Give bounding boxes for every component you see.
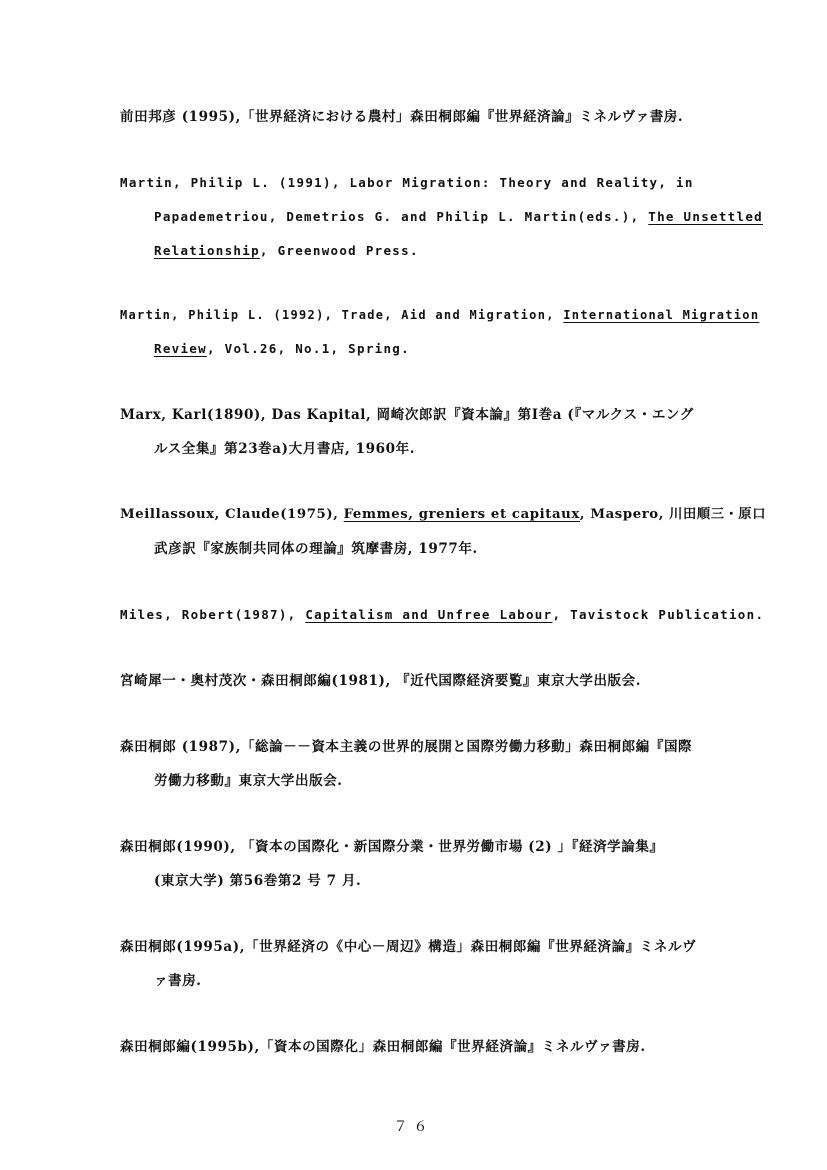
reference-line: Marx, Karl(1890), Das Kapital, 岡崎次郎訳『資本論』第Ⅰ巻a (『マルクス・エング <box>120 407 694 423</box>
reference-line: 森田桐郎 (1987),「総論－－資本主義の世界的展開と国際労働力移動」森田桐郎編『国際 <box>120 739 693 755</box>
reference-line: Review, Vol.26, No.1, Spring. <box>154 341 410 356</box>
reference-martin-1992 <box>120 298 770 366</box>
reference-miyazaki-1981 <box>120 664 770 698</box>
reference-line: (東京大学) 第56巻第2 号 7 月. <box>154 873 362 889</box>
reference-marx-1890 <box>120 398 770 466</box>
book-title: Capitalism and Unfree Labour <box>305 607 553 622</box>
book-title: Relationship <box>154 243 260 258</box>
reference-martin-1991 <box>120 166 770 268</box>
reference-line: 森田桐郎編(1995b),「資本の国際化」森田桐郎編『世界経済論』ミネルヴァ書房. <box>120 1039 646 1055</box>
reference-line: Meillassoux, Claude(1975), Femmes, greniers et capitaux, Maspero, 川田順三・原口 <box>120 507 767 522</box>
reference-line: ルス全集』第23巻a)大月書店, 1960年. <box>154 441 415 457</box>
reference-line: 前田邦彦 (1995),「世界経済における農村」森田桐郎編『世界経済論』ミネルヴァ書房. <box>120 109 684 125</box>
reference-miles-1987 <box>120 598 770 632</box>
reference-line: 宮崎犀一・奥村茂次・森田桐郎編(1981), 『近代国際経済要覧』東京大学出版会. <box>120 673 642 689</box>
journal-title: International Migration <box>563 308 760 322</box>
reference-meillassoux-1975 <box>120 498 770 566</box>
page-number: ７６ <box>393 1119 434 1135</box>
reference-morita-1990 <box>120 830 770 898</box>
book-title: The Unsettled <box>648 209 763 224</box>
reference-line: Relationship, Greenwood Press. <box>154 243 419 258</box>
book-title: Femmes, greniers et capitaux <box>343 507 580 522</box>
reference-line: 森田桐郎(1995a),「世界経済の《中心－周辺》構造」森田桐郎編『世界経済論』ミネルヴ <box>120 939 697 955</box>
journal-title: Review <box>154 341 207 356</box>
reference-line: Miles, Robert(1987), Capitalism and Unfree Labour, Tavistock Publication. <box>120 607 765 622</box>
reference-line: 武彦訳『家族制共同体の理論』筑摩書房, 1977年. <box>154 541 478 557</box>
reference-maeda-1995 <box>120 100 770 134</box>
reference-line: ァ書房. <box>154 973 202 989</box>
reference-line: 労働力移動』東京大学出版会. <box>154 773 343 789</box>
reference-line: Martin, Philip L. (1992), Trade, Aid and Migration, International Migration <box>120 308 760 322</box>
reference-line: Martin, Philip L. (1991), Labor Migration: Theory and Reality, in <box>120 175 694 190</box>
reference-morita-1995b <box>120 1030 770 1064</box>
reference-morita-1995a <box>120 930 770 998</box>
reference-line: Papademetriou, Demetrios G. and Philip L. Martin(eds.), The Unsettled <box>154 209 763 224</box>
reference-line: 森田桐郎(1990), 「資本の国際化・新国際分業・世界労働市場 (2) 」『経済学論集』 <box>120 839 664 855</box>
reference-morita-1987 <box>120 730 770 798</box>
